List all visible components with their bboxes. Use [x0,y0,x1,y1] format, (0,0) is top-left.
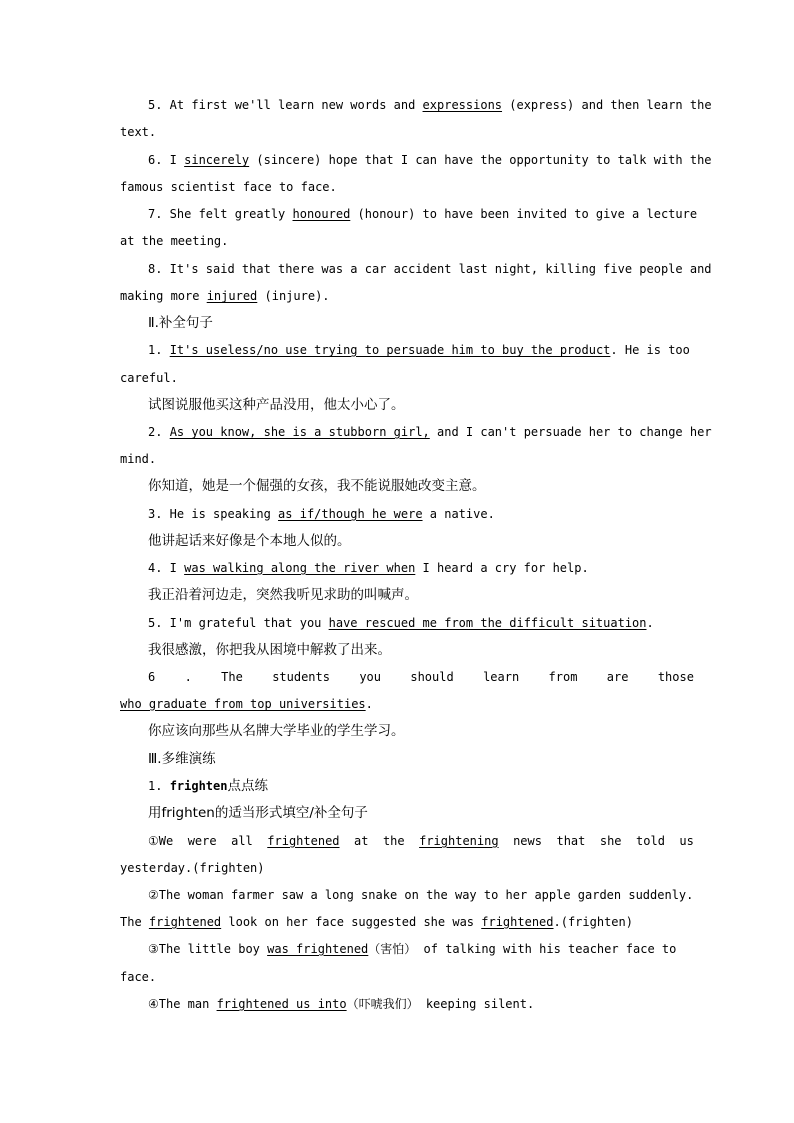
sentence-1-translation: 试图说服他买这种产品没用，他太小心了。 [148,397,405,413]
item-8-line1: 8. It's said that there was a car accident last night, killing five people and [148,262,712,276]
question-1-line2: yesterday.(frighten) [120,861,265,875]
question-1-line1: ①We were all frightened at the frightening news that she told us [148,834,694,848]
instruction: 用frighten的适当形式填空/补全句子 [148,805,368,821]
question-3-line2: face. [120,970,157,984]
question-2-line2: The frightened look on her face suggested she was frightened.(frighten) [120,915,633,929]
item-5-line1: 5. At first we'll learn new words and expressions (express) and then learn the [148,98,712,112]
sentence-5-translation: 我很感激，你把我从困境中解救了出来。 [148,642,391,658]
sentence-6-line2: who graduate from top universities. [120,697,373,711]
sentence-6-line1: 6 . The students you should learn from are those [148,670,694,684]
section-2-heading: Ⅱ.补全句子 [148,315,213,331]
question-4-line1: ④The man frightened us into（吓唬我们） keeping silent. [148,997,535,1011]
answer-blank: frightening [419,834,499,848]
answer-blank: It's useless/no use trying to persuade him to buy the product [169,343,611,357]
item-8-line2: making more injured (injure). [120,289,330,303]
sentence-2-line1: 2. As you know, she is a stubborn girl, and I can't persuade her to change her [148,425,712,439]
question-2-line1: ②The woman farmer saw a long snake on the way to her apple garden suddenly. [148,888,694,902]
answer-blank: honoured [292,207,351,221]
sentence-1-line1: 1. It's useless/no use trying to persuade him to buy the product. He is too [148,343,690,357]
sentence-6-translation: 你应该向那些从名牌大学毕业的学生学习。 [148,723,405,739]
question-3-line1: ③The little boy was frightened（害怕） of talking with his teacher face to [148,942,677,956]
answer-blank: have rescued me from the difficult situation [328,616,647,630]
sentence-2-line2: mind. [120,452,157,466]
item-6-line2: famous scientist face to face. [120,180,337,194]
answer-blank: who graduate from top universities [120,697,366,711]
sentence-1-line2: careful. [120,371,178,385]
answer-blank: injured [206,289,258,303]
answer-blank: was walking along the river when [184,561,416,575]
answer-blank: frightened us into [216,997,347,1011]
answer-blank: was frightened [267,942,369,956]
answer-blank: frightened [481,915,554,929]
sentence-5-line1: 5. I'm grateful that you have rescued me from the difficult situation. [148,616,654,630]
sentence-2-translation: 你知道，她是一个倔强的女孩，我不能说服她改变主意。 [148,478,486,494]
answer-blank: expressions [422,98,503,112]
answer-blank: As you know, she is a stubborn girl, [169,425,430,439]
answer-blank: frightened [267,834,340,848]
sentence-3-line1: 3. He is speaking as if/though he were a native. [148,507,495,521]
answer-blank: sincerely [184,153,250,167]
item-6-line1: 6. I sincerely (sincere) hope that I can have the opportunity to talk with the [148,153,712,167]
section-3-heading: Ⅲ.多维演练 [148,751,216,767]
sentence-4-line1: 4. I was walking along the river when I heard a cry for help. [148,561,589,575]
sentence-3-translation: 他讲起话来好像是个本地人似的。 [148,533,351,549]
item-7-line2: at the meeting. [120,234,229,248]
item-7-line1: 7. She felt greatly honoured (honour) to have been invited to give a lecture [148,207,698,221]
subsection-heading: 1. frighten点点练 [148,778,268,794]
answer-blank: frightened [148,915,222,929]
item-5-line2: text. [120,125,157,139]
sentence-4-translation: 我正沿着河边走，突然我听见求助的叫喊声。 [148,587,418,603]
answer-blank: as if/though he were [278,507,423,521]
